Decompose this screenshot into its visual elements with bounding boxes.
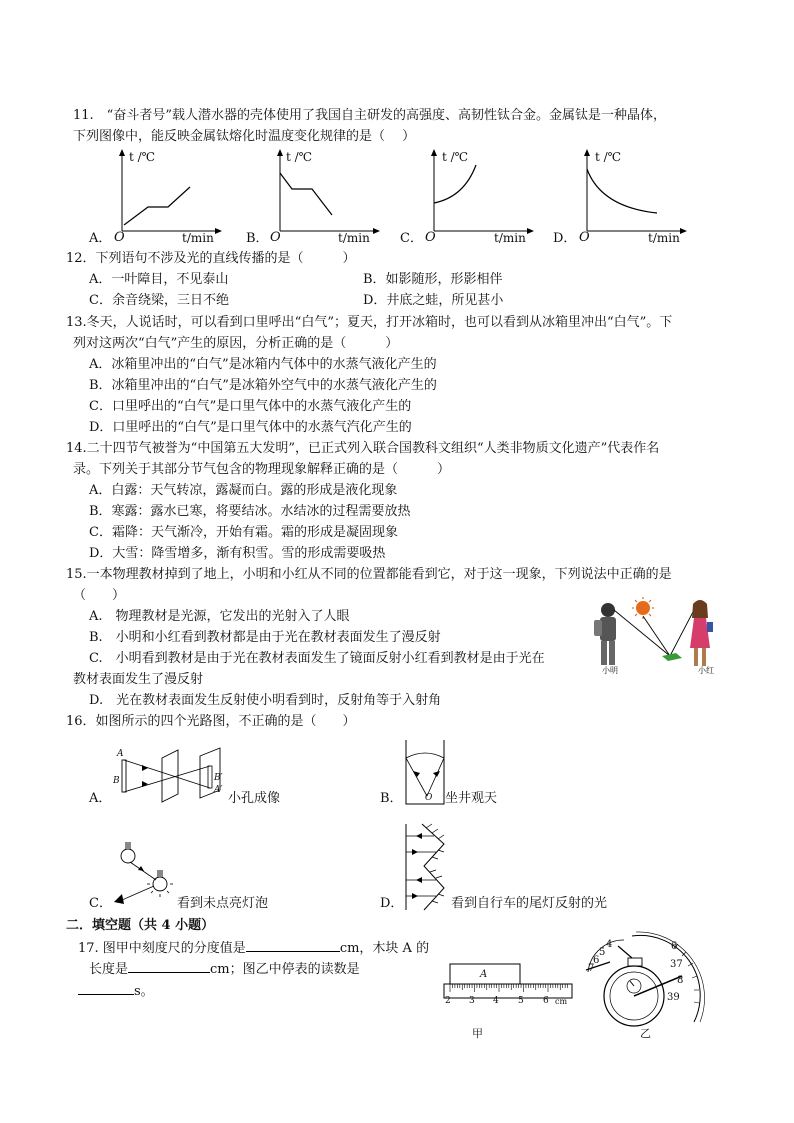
q17-watch-inner-5: 5 [599,947,606,958]
q16-option-c: C． [89,896,112,911]
q11-graph-a-origin: O [114,230,125,245]
q16-option-d: D． [380,896,404,911]
q11-graph-b-origin: O [270,230,281,245]
q17-watch-inner-7: 7 [588,963,595,974]
q11-graph-d-origin: O [579,230,590,245]
q14-stem-line2: 录。下列关于其部分节气包含的物理现象解释正确的是（ ） [73,462,451,477]
q17-watch-outer-37: 37 [670,959,683,970]
q16-option-b: B． [380,791,403,806]
q12-option-a: A．一叶障目，不见泰山 [89,272,229,287]
section-title-fill-in: 二．填空题（共 4 小题） [66,918,215,933]
q15-stem-line1: 15.一本物理教材掉到了地上，小明和小红从不同的位置都能看到它，对于这一现象，下列说法中正确的是 [66,567,672,582]
q17-line1 [78,938,429,958]
q13-option-b: B．冰箱里冲出的“白气”是冰箱外空气中的水蒸气液化产生的 [89,378,437,393]
q15-option-d: D. 光在教材表面发生反射使小明看到时，反射角等于入射角 [89,693,442,708]
q16-reflector-diagram [402,822,452,914]
q11-graph-d-xlabel: t/min [648,231,680,245]
q12-stem: 12．下列语句不涉及光的直线传播的是（ ） [66,251,356,266]
q17-watch-outer-6: 6 [671,941,678,952]
q17-fig-jia: 甲 [472,1027,483,1040]
q11-option-c: C． [400,231,423,246]
q17-tick-4: 4 [493,996,499,1006]
q16-a-label-b-prime: B′ [214,773,223,783]
q15-stem-line2: （ ） [73,588,126,603]
q15-label-xiaoming: 小明 [602,666,618,675]
q11-graph-a-ylabel: t /℃ [129,150,156,164]
q17-tick-5: 5 [518,996,524,1006]
q16-bulb-diagram [110,838,180,910]
q16-caption-c: 看到未点亮灯泡 [177,896,269,911]
q17-blank-length[interactable] [128,959,210,973]
q15-option-a: A. 物理教材是光源，它发出的光射入了人眼 [89,609,350,624]
q17-stopwatch [574,930,704,1030]
q12-option-c: C．余音绕梁，三日不绝 [89,293,229,308]
q16-option-a: A． [89,791,112,806]
q17-block-a: A [480,969,488,980]
q11-graph-c-origin: O [425,230,436,245]
q13-stem-line2: 列对这两次“白气”产生的原因，分析正确的是（ ） [73,336,399,351]
q11-graph-b-ylabel: t /℃ [286,150,313,164]
q12-option-b: B．如影随形，形影相伴 [363,272,503,287]
q14-stem-line1: 14.二十四节气被誉为“中国第五大发明”，已正式列入联合国教科文组织“人类非物质文化遗产”代表作名 [66,441,660,456]
q11-option-b: B． [246,231,269,246]
q14-option-d: D．大雪：降雪增多，渐有积雪。雪的形成需要吸热 [89,546,386,561]
q17-text-3: s。 [134,984,154,999]
q11-option-d: D． [553,231,577,246]
q16-a-label-a: A [117,749,124,759]
q11-graph-c-xlabel: t/min [494,231,526,245]
q12-option-d: D．井底之蛙，所见甚小 [363,293,504,308]
q17-tick-6: 6 [543,996,549,1006]
q17-tick-3: 3 [469,996,475,1006]
q11-graph-b-xlabel: t/min [338,231,370,245]
q11-graph-c-ylabel: t /℃ [442,150,469,164]
q16-b-label-o: O [425,793,433,803]
q11-graph-d-ylabel: t /℃ [595,150,622,164]
q17-line3 [78,981,154,1001]
q17-watch-outer-8: 8 [677,975,684,986]
q17-blank-stopwatch[interactable] [78,981,134,995]
q16-caption-a: 小孔成像 [228,791,281,806]
q17-text-1a: 17. 图甲中刻度尺的分度值是 [78,941,246,956]
q16-a-label-b: B [113,776,120,786]
q16-stem: 16．如图所示的四个光路图，不正确的是（ ） [66,714,356,729]
q13-option-d: D．口里呼出的“白气”是口里气体中的水蒸气汽化产生的 [89,420,412,435]
q13-stem-line1: 13.冬天，人说话时，可以看到口里呼出“白气”；夏天，打开冰箱时，也可以看到从冰箱里冲出“白气”。下 [66,315,673,330]
q15-option-b: B. 小明和小红看到教材都是由于光在教材表面发生了漫反射 [89,630,441,645]
q17-tick-2: 2 [445,996,451,1006]
q13-option-a: A．冰箱里冲出的“白气”是冰箱内气体中的水蒸气液化产生的 [89,357,437,372]
q11-stem-line2: 下列图像中，能反映金属钛熔化时温度变化规律的是（ ） [73,129,416,144]
q17-ruler-unit: cm [555,997,568,1006]
q17-blank-division[interactable] [246,938,340,952]
q17-fig-yi: 乙 [640,1027,651,1040]
q17-text-1b: cm，木块 A 的 [339,941,430,956]
q13-option-c: C．口里呼出的“白气”是口里气体中的水蒸气液化产生的 [89,399,412,414]
q17-watch-inner-6: 6 [593,955,600,966]
q17-text-2b: cm；图乙中停表的读数是 [210,962,360,977]
q15-option-c: C. 小明看到教材是由于光在教材表面发生了镜面反射小红看到教材是由于光在 [89,651,545,666]
q17-watch-outer-39: 39 [667,992,680,1003]
q17-line2 [89,959,360,979]
q11-option-a: A． [89,231,112,246]
q15-label-xiaohong: 小红 [698,666,714,675]
q16-caption-d: 看到自行车的尾灯反射的光 [451,896,608,911]
q11-stem-line1: 11. “奋斗者号”载人潜水器的壳体使用了我国自主研发的高强度、高韧性钛合金。金属钛是一种晶体， [73,108,666,123]
q16-caption-b: 坐井观天 [445,791,498,806]
q17-text-2a: 长度是 [89,962,129,977]
q16-a-label-a-prime: A′ [214,785,223,795]
q15-option-c-cont: 教材表面发生了漫反射 [73,672,204,687]
q11-graph-a-xlabel: t/min [182,231,214,245]
q17-watch-inner-4: 4 [606,939,613,950]
q14-option-b: B．寒露：露水已寒，将要结冰。水结冰的过程需要放热 [89,504,411,519]
q14-option-c: C．霜降：天气渐冷，开始有霜。霜的形成是凝固现象 [89,525,398,540]
q14-option-a: A．白露：天气转凉，露凝而白。露的形成是液化现象 [89,483,398,498]
